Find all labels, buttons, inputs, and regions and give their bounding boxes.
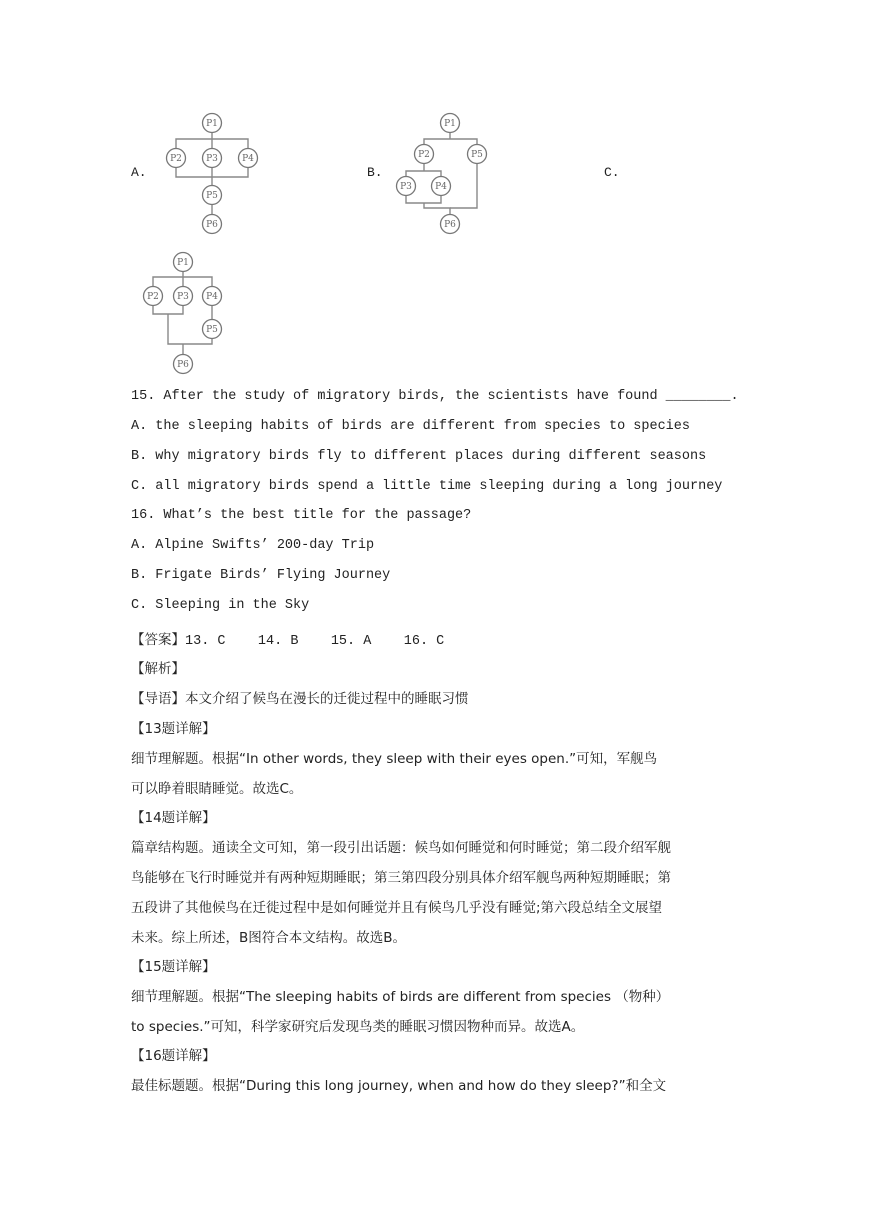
option-a-label: A.: [131, 165, 147, 180]
node-p5: [468, 145, 487, 164]
q14-heading: 【14题详解】: [131, 810, 216, 826]
q16-stem: 16. What’s the best title for the passage?: [131, 508, 472, 523]
diagram-option-b: [388, 108, 508, 238]
svg-text:P1: P1: [206, 119, 218, 129]
edge: [450, 163, 477, 208]
q15-explanation-line2: to species.”可知，科学家研究后发现鸟类的睡眠习惯因物种而异。故选A。: [131, 1019, 585, 1035]
q15-heading: 【15题详解】: [131, 959, 216, 975]
node-p3: [174, 287, 193, 306]
q15-option-a: A. the sleeping habits of birds are different from species to species: [131, 419, 690, 434]
svg-text:P5: P5: [471, 150, 483, 160]
q16-heading: 【16题详解】: [131, 1048, 216, 1064]
answer-line: [131, 628, 444, 649]
node-p4: [203, 287, 222, 306]
node-p3: [397, 177, 416, 196]
node-p1: [203, 114, 222, 133]
q15-option-c: C. all migratory birds spend a little time sleeping during a long journey: [131, 479, 723, 494]
svg-text:P2: P2: [147, 292, 159, 302]
q14-explanation-line4: 未来。综上所述，B图符合本文结构。故选B。: [131, 930, 407, 946]
q16-option-a: A. Alpine Swifts’ 200-day Trip: [131, 538, 375, 553]
svg-text:P3: P3: [177, 292, 189, 302]
svg-text:P5: P5: [206, 191, 218, 201]
svg-text:P2: P2: [170, 154, 182, 164]
node-p2: [415, 145, 434, 164]
node-p6: [203, 215, 222, 234]
node-p6: [174, 355, 193, 374]
intro-label: 【导语】: [131, 691, 185, 707]
analysis-label: 【解析】: [131, 661, 185, 677]
node-p5: [203, 320, 222, 339]
svg-text:P6: P6: [177, 360, 189, 370]
svg-text:P4: P4: [242, 154, 254, 164]
node-p1: [441, 114, 460, 133]
node-p1: [174, 253, 193, 272]
svg-text:P1: P1: [177, 258, 189, 268]
node-p2: [167, 149, 186, 168]
node-p3: [203, 149, 222, 168]
q16-explanation-line1: 最佳标题题。根据“During this long journey, when and how do they sleep?”和全文: [131, 1078, 667, 1094]
node-p2: [144, 287, 163, 306]
q16-option-c: C. Sleeping in the Sky: [131, 598, 310, 613]
svg-text:P2: P2: [418, 150, 430, 160]
node-p6: [441, 215, 460, 234]
q13-explanation-line1: 细节理解题。根据“In other words, they sleep with their eyes open.”可知，军舰鸟: [131, 751, 658, 767]
node-p4: [432, 177, 451, 196]
option-c-label: C.: [604, 165, 620, 180]
node-p5: [203, 186, 222, 205]
svg-text:P6: P6: [206, 220, 218, 230]
q14-explanation-line2: 鸟能够在飞行时睡觉并有两种短期睡眠；第三第四段分别具体介绍军舰鸟两种短期睡眠；第: [131, 870, 671, 886]
edge: [424, 203, 450, 214]
q15-explanation-line1: 细节理解题。根据“The sleeping habits of birds are different from species （物种）: [131, 989, 670, 1005]
svg-text:P1: P1: [444, 119, 456, 129]
q14-explanation-line1: 篇章结构题。通读全文可知，第一段引出话题：候鸟如何睡觉和何时睡觉；第二段介绍军舰: [131, 840, 671, 856]
svg-text:P4: P4: [206, 292, 218, 302]
q14-explanation-line3: 五段讲了其他候鸟在迁徙过程中是如何睡觉并且有候鸟几乎没有睡觉;第六段总结全文展望: [131, 900, 663, 916]
diagram-option-c: [136, 248, 246, 378]
q13-heading: 【13题详解】: [131, 721, 216, 737]
q13-explanation-line2: 可以睁着眼睛睡觉。故选C。: [131, 781, 303, 797]
answer-values: 13. C 14. B 15. A 16. C: [185, 634, 445, 649]
svg-text:P3: P3: [206, 154, 218, 164]
intro-line: [131, 687, 469, 707]
svg-text:P4: P4: [435, 182, 447, 192]
edge: [406, 195, 441, 203]
edge: [153, 305, 183, 314]
diagram-option-a: [160, 108, 280, 238]
svg-text:P3: P3: [400, 182, 412, 192]
edge: [406, 171, 441, 177]
intro-text: 本文介绍了候鸟在漫长的迁徙过程中的睡眠习惯: [185, 691, 469, 707]
edge: [424, 139, 477, 148]
answer-label: 【答案】: [131, 632, 185, 648]
q15-option-b: B. why migratory birds fly to different places during different seasons: [131, 449, 707, 464]
node-p4: [239, 149, 258, 168]
q15-stem: 15. After the study of migratory birds, the scientists have found ________.: [131, 389, 739, 404]
svg-text:P6: P6: [444, 220, 456, 230]
q16-option-b: B. Frigate Birds’ Flying Journey: [131, 568, 391, 583]
svg-text:P5: P5: [206, 325, 218, 335]
option-b-label: B.: [367, 165, 383, 180]
